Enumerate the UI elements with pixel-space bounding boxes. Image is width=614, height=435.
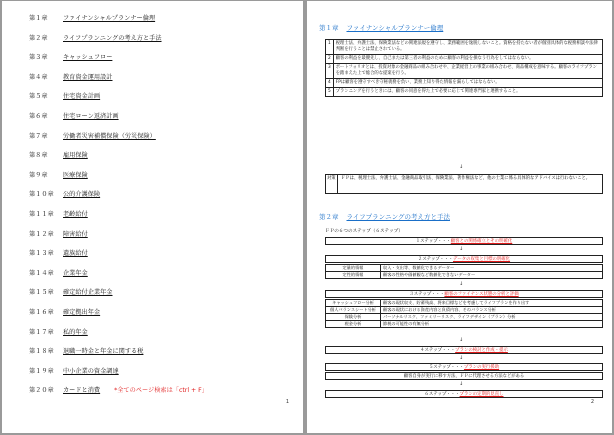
row-value: 顧客の現状における資産内容と負債内容、そのバランス分析 [381, 307, 603, 314]
page-1 [2, 1, 303, 433]
toc-chapter-number: 第１６章 [29, 309, 54, 316]
down-arrow-icon: ↓ [459, 355, 464, 361]
toc-chapter-title[interactable]: ファイナンシャルプランナー倫理 [63, 15, 156, 22]
table-row [326, 88, 603, 97]
toc-chapter-number: 第９章 [29, 171, 48, 179]
step-1-title: 顧客との関係確立とその明確化 [450, 239, 513, 244]
chapter-1-note [325, 174, 603, 194]
toc-chapter-number: 第１４章 [29, 269, 54, 277]
row-text: FPは顧客を遵守すべき守秘義務を負い、業務上知り得た情報を漏らしてはならない。 [333, 79, 602, 88]
toc-chapter-title[interactable]: 遺族給付 [63, 250, 88, 258]
toc-item[interactable] [29, 33, 162, 44]
step-1-label: １ステップ・・・ [415, 239, 451, 244]
row-key: 定性的情報 [326, 272, 381, 279]
table-row [326, 314, 603, 321]
table-row [326, 79, 603, 88]
toc-chapter-number: 第１３章 [29, 250, 54, 258]
toc-chapter-number: 第２章 [29, 34, 48, 42]
row-number: 3 [326, 64, 334, 79]
step-6-label: ６ステップ・・・ [424, 392, 460, 397]
toc-chapter-title[interactable]: 労働者災害補償保険（労災保険） [63, 132, 156, 140]
table-row [326, 64, 603, 79]
toc-chapter-number: 第４章 [29, 73, 48, 81]
toc-chapter-title[interactable]: 住宅ローン返済計画 [63, 113, 119, 120]
toc-chapter-title[interactable]: キャッシュフロー [63, 54, 113, 62]
step-3-table [325, 299, 603, 328]
toc-item[interactable] [29, 229, 88, 240]
row-text: ポートフォリオとは、投資対象の金融商品の組み合わせや、企業経営上の事業の組み合わせ、商品構成を意味する。顧客のライフプランを踏まえた上で総合的な提案を行う。 [333, 64, 602, 79]
toc-item[interactable] [29, 209, 88, 220]
toc-chapter-number: 第５章 [29, 93, 48, 101]
table-row [326, 307, 603, 314]
row-number: 4 [326, 79, 334, 88]
toc-chapter-title[interactable]: 企業年金 [63, 269, 88, 277]
toc-item[interactable] [29, 52, 112, 63]
toc-chapter-title[interactable]: 住宅資金計画 [63, 93, 101, 101]
page-number: 2 [590, 399, 594, 405]
chapter-1-title: ファイナンシャルプランナー倫理 [346, 24, 444, 32]
toc-chapter-title[interactable]: 中小企業の資金調達 [63, 367, 119, 375]
toc-item[interactable] [29, 72, 113, 83]
row-value: 収入・支出等、数値化できるデーター [381, 265, 603, 272]
toc-chapter-number: 第１０章 [29, 191, 54, 199]
toc-chapter-title[interactable]: ライフプランニングの考え方と手法 [63, 34, 162, 42]
toc-chapter-title[interactable]: 障害給付 [63, 230, 88, 238]
row-number: 1 [326, 40, 334, 55]
down-arrow-icon: ↓ [459, 337, 464, 343]
toc-item[interactable] [29, 346, 143, 357]
toc-item[interactable] [29, 170, 88, 181]
toc-chapter-title[interactable]: 確定拠出年金 [63, 309, 101, 316]
row-key: キャッシュフロー分析 [326, 300, 381, 307]
table-row [326, 40, 603, 55]
table-row [326, 55, 603, 64]
table-row [326, 272, 603, 279]
step-2-title: データの収集と目標の明確化 [452, 257, 511, 262]
toc-chapter-number: 第１８章 [29, 348, 54, 356]
step-2-label: ２ステップ・・・ [417, 257, 453, 262]
step-2 [325, 255, 603, 263]
toc-chapter-number: 第１７章 [29, 328, 54, 336]
step-4-title: プランの検討と作成・提示 [455, 348, 508, 353]
toc-chapter-number: 第１章 [29, 15, 48, 22]
step-4-label: ４ステップ・・・ [420, 348, 456, 353]
toc-chapter-title[interactable]: 教育資金運用設計 [63, 73, 113, 81]
page-2 [307, 1, 612, 433]
toc-item[interactable] [29, 189, 100, 200]
row-key: 税金分析 [326, 321, 381, 328]
row-key: 保険分析 [326, 314, 381, 321]
toc-item[interactable] [29, 248, 88, 259]
step-1 [325, 237, 603, 245]
row-value: パーソナルリスク、ファミリーリスク、ライフデザイン（プラン）分析 [381, 314, 603, 321]
step-5-label: ５ステップ・・・ [428, 365, 464, 370]
toc-chapter-number: 第１２章 [29, 230, 54, 238]
toc-item[interactable] [29, 385, 208, 396]
toc-chapter-number: 第７章 [29, 132, 48, 140]
table-row [326, 300, 603, 307]
toc-chapter-title[interactable]: 退職一時金と年金に関する税 [63, 348, 144, 356]
toc-chapter-title[interactable]: カードと消費 [63, 387, 101, 395]
table-row [326, 265, 603, 272]
toc-chapter-title[interactable]: 私的年金 [63, 328, 88, 336]
chapter-2-number: 第２章 [319, 213, 339, 221]
toc-item[interactable] [29, 287, 113, 298]
toc-chapter-title[interactable]: 確定給付企業年金 [63, 289, 113, 297]
down-arrow-icon: ↓ [459, 381, 464, 387]
toc-item[interactable] [29, 13, 155, 24]
note-text: ＦＰは、税理士法、弁護士法、金融商品取引法、保険業法、著作権法など、他の士業に係る具体的なアドバイスは行わないこと。 [341, 176, 591, 181]
step-6 [325, 390, 603, 398]
step-2-table [325, 264, 603, 279]
toc-item[interactable] [29, 307, 100, 318]
toc-item[interactable] [29, 366, 119, 377]
note-label: 対策 [326, 175, 338, 193]
chapter-2-title: ライフプランニングの考え方と手法 [346, 213, 450, 221]
step-5-detail: 顧客自身が実行に移す方法、ＦＰに代理させる方法などがある [325, 372, 603, 380]
step-6-title: プランの定期的見直し [459, 392, 504, 397]
toc-chapter-number: 第１５章 [29, 289, 54, 297]
row-text: 顧客の利益を最優先し、自己または第三者の利益のために顧客の利益を損なう行為をしてはならない。 [333, 55, 602, 64]
row-value: 顧客の性格や価値観など数値化できないデーター [381, 272, 603, 279]
row-text: プランニングを行うときには、顧客の同意を得た上で必要に応じて関連専門家と連携すること。 [333, 88, 602, 97]
chapter-2-heading [319, 212, 450, 221]
toc-chapter-title[interactable]: 雇用保険 [63, 152, 88, 160]
chapter-1-heading [319, 23, 443, 32]
toc-item[interactable] [29, 327, 88, 338]
table-row [326, 321, 603, 328]
chapter-1-number: 第１章 [319, 24, 339, 32]
step-5-title: プランの実行援助 [463, 365, 500, 370]
down-arrow-icon: ↓ [459, 246, 464, 252]
toc-chapter-number: 第３章 [29, 54, 48, 62]
toc-chapter-title[interactable]: 老齢給付 [63, 211, 88, 218]
row-value: 節税の可能性の有無分析 [381, 321, 603, 328]
step-3-label: ３ステップ・・・ [409, 292, 445, 297]
toc-chapter-number: 第８章 [29, 152, 48, 160]
six-steps-heading: ＦＰの６つのステップ（６ステップ） [325, 229, 403, 234]
down-arrow-icon: ↓ [459, 281, 464, 287]
search-hint: *全てのページ検索は「ctrl + F」 [114, 387, 208, 395]
toc-item[interactable] [29, 150, 88, 161]
chapter-1-table [325, 39, 603, 97]
row-number: 5 [326, 88, 334, 97]
row-value: 顧客の現状収支、貯蓄残高、将来目標などを考慮してライフプランを作り出す [381, 300, 603, 307]
toc-item[interactable] [29, 111, 119, 122]
row-text: 税理士法、弁護士法、保険業法などの関連法規を遵守し、業務範囲を逸脱しないこと。資格を持たない者が個別具体的な税務相談や法律判断を行うことは禁止されている。 [333, 40, 602, 55]
step-5 [325, 363, 603, 371]
page-number: 1 [285, 399, 289, 405]
step-4 [325, 346, 603, 354]
toc-chapter-number: 第１９章 [29, 367, 54, 375]
row-number: 2 [326, 55, 334, 64]
toc-chapter-number: 第６章 [29, 113, 48, 120]
toc-item[interactable] [29, 268, 88, 279]
row-key: 定量的情報 [326, 265, 381, 272]
step-3 [325, 290, 603, 298]
toc-chapter-title[interactable]: 公的介護保険 [63, 191, 101, 199]
toc-item[interactable] [29, 91, 100, 102]
toc-chapter-number: 第１１章 [29, 211, 54, 218]
down-arrow-icon: ↓ [459, 164, 464, 170]
toc-item[interactable] [29, 131, 156, 142]
step-3-title: 顧客のファイナンス状態の分析と評価 [444, 292, 519, 297]
toc-chapter-number: 第２０章 [29, 387, 54, 395]
toc-chapter-title[interactable]: 医療保険 [63, 171, 88, 179]
row-key: 個人バランスシート分析 [326, 307, 381, 314]
